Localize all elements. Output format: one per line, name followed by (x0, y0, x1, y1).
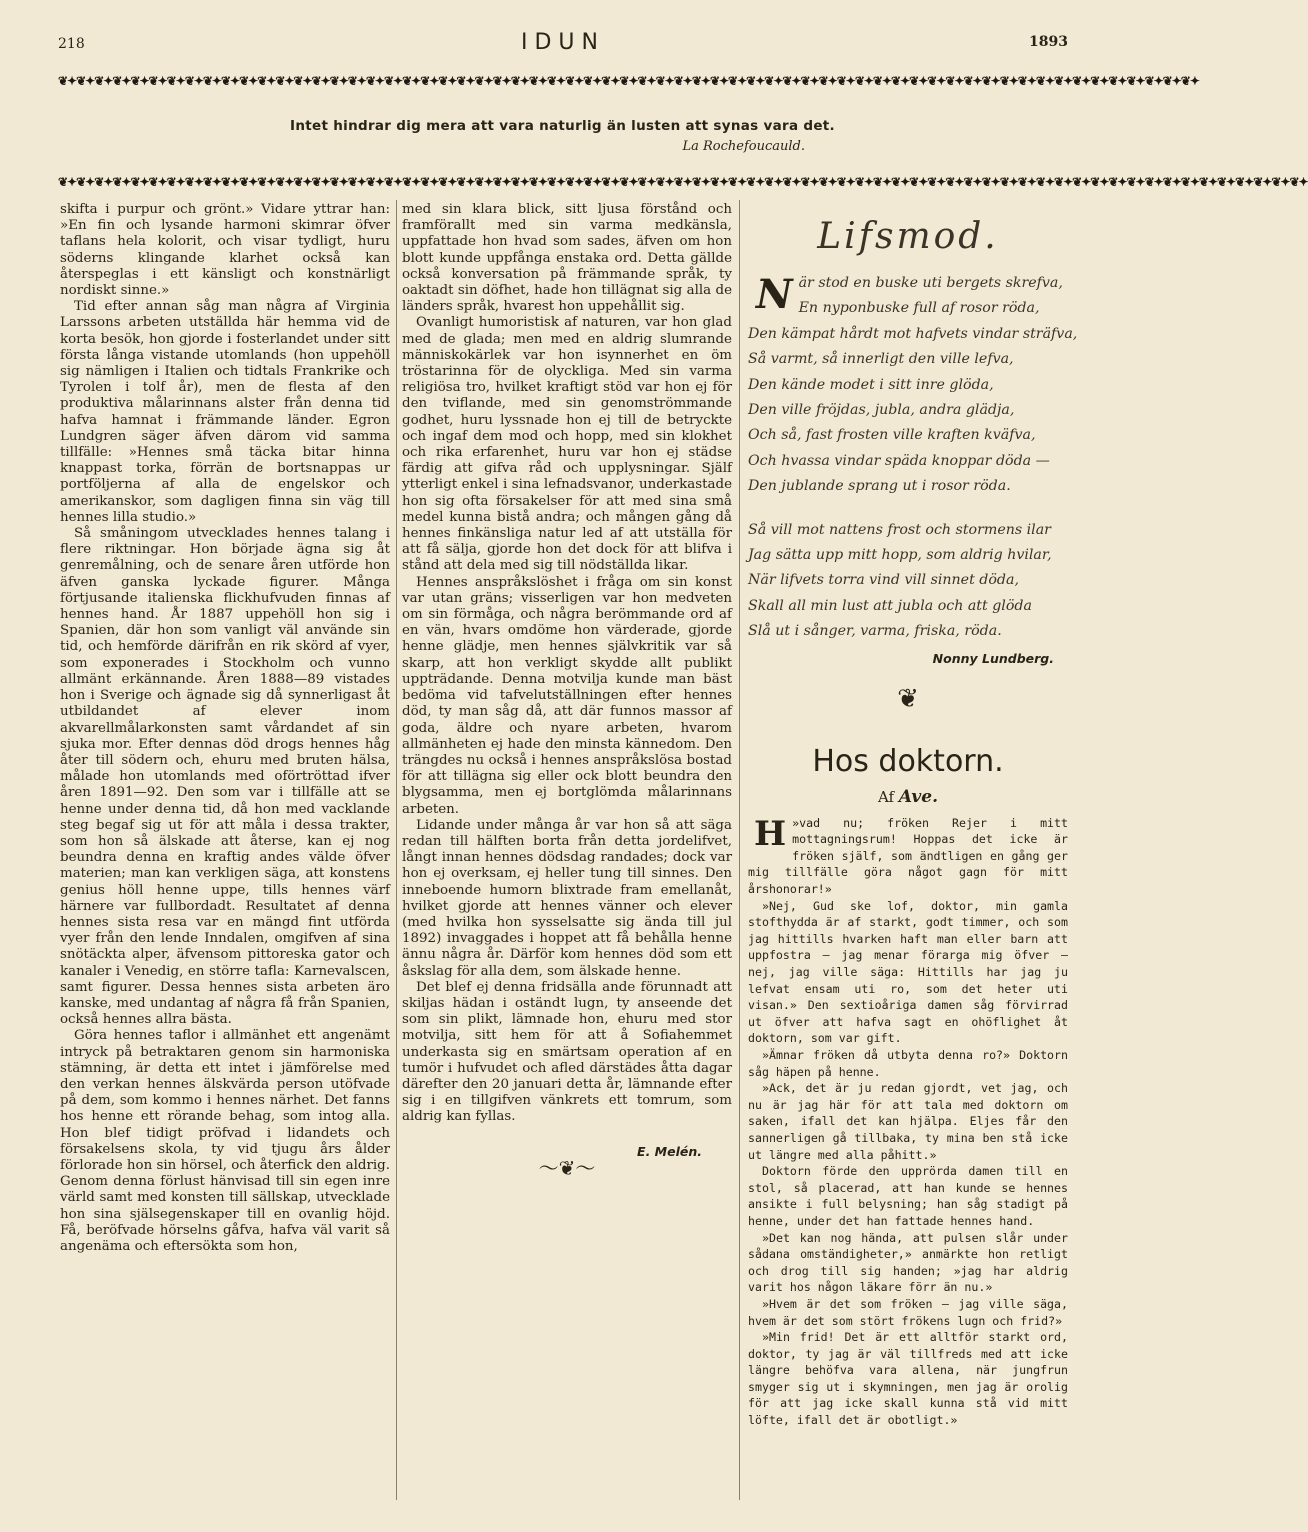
paragraph (748, 815, 1068, 898)
paragraph: Ovanligt humoristisk af naturen, var hon glad med de glada; men med en aldrig slumrande människokärlek var hon isynnerhet en öm tröstarinna för de olyckliga. Med sin varma religiösa tro, hvilket kraftigt stöd var hon ej för den tviflande, med sin genomströmmande godhet, huru lyssnade hon ej till de betryckte och ingaf dem mod och hopp, med sin klokhet och rika erfarenhet, huru var hon ej städse färdig att gifva råd och upplysningar. Själf ytterligt enkel i sina lefnadsvanor, underkastade hon sig ofta försakelser för att med sina små medel kunna bistå andra; och mången gång då hennes finkänsliga natur led af att utställa för att få sälja, gjorde hon det dock för att blifva i stånd att dela med sig till nödställda likar. (402, 315, 732, 574)
epigraph: Intet hindrar dig mera att vara naturlig än lusten att synas vara det. (290, 118, 835, 134)
column-rule-1 (396, 200, 397, 1500)
paragraph: »Hvem är det som fröken — jag ville säga, hvem är det som stört frökens lugn och frid?» (748, 1296, 1068, 1328)
byline-prefix: Af (877, 787, 895, 806)
paragraph: »Ack, det är ju redan gjordt, vet jag, och nu är jag här för att tala med doktorn om saken, ifall det kan hjälpa. Eljes får den sannerligen gå tillbaka, ty mina ben stå icke ut längre med alla påhitt.» (748, 1081, 1068, 1162)
story-text (748, 815, 1068, 1429)
page-header (58, 30, 1068, 60)
poem-line: När lifvets torra vind vill sinnet döda, (748, 572, 1019, 589)
poem-line: Den jublande sprang ut i rosor röda. (748, 478, 1011, 495)
poem-line: Den kämpat hårdt mot hafvets vindar sträfva, (748, 325, 1078, 342)
byline-name: Ave. (898, 786, 939, 807)
paragraph: skifta i purpur och grönt.» Vidare yttrar han: »En fin och lysande harmoni skimrar öfver taflans hela kolorit, och visar tydligt, huru söderns klingande klarhet också kan återspeglas i ett känsligt och konstnärligt nordiskt sinne.» (60, 202, 390, 299)
paragraph: Så småningom utvecklades hennes talang i flere riktningar. Hon började ägna sig åt genremålning, och de senare åren utförde hon äfven ganska lyckade figurer. Många förtjusande italienska flickhufvuden finnas af hennes hand. År 1887 uppehöll hon sig i Spanien, där hon som vanligt väl använde sin tid, och hemförde därifrån en rik skörd af vyer, som exponerades i Stockholm och vunno allmänt erkännande. Åren 1888—89 vistades hon i Sverige och ägnade sig då synnerligast åt utbildandet af elever inom akvarellmålarkonsten samt vårdandet af sin sjuka mor. Efter dennas död drogs hennes håg åter till södern och, ehuru med bruten hälsa, målade hon utomlands med oförtröttad ifver åren 1891—92. Den som var i tillfälle att se henne under denna tid, då hon med vacklande steg begaf sig ut för att måla i dessa trakter, som hon så älskade att återse, kan ej nog beundra denna en kraftig andes välde öfver materien; man kan verkligen säga, att konstens genius höll henne uppe, tills hennes värf härnere var fullbordadt. Resultatet af denna hennes sista resa var en mängd fint utförda vyer från den lende Inndalen, omgifven af sina snötäckta alper, äfvensom pittoreska gator och kanaler i Venedig, en större tafla: Karnevalscen, samt figurer. Dessa hennes sista arbeten äro kanske, med undantag af några få från Spanien, också hennes allra bästa. (60, 526, 390, 1028)
column-rule-2 (739, 200, 740, 1500)
article-column-1 (60, 202, 390, 1492)
paragraph: »Min frid! Det är ett alltför starkt ord, doktor, ty jag är väl tillfreds med att icke längre behöfva vara allena, när jungfrun smyger sig ut i skymningen, men jag är orolig för att jag icke skall kunna stå vid mitt löfte, ifall det är obotligt.» (748, 1330, 1068, 1428)
magazine-title: IDUN (521, 30, 605, 55)
story-byline (748, 787, 1068, 807)
paragraph: »Ämnar fröken då utbyta denna ro?» Doktorn såg häpen på henne. (748, 1048, 1068, 1079)
paragraph: Tid efter annan såg man några af Virginia Larssons arbeten utställda här hemma vid de korta besök, hon gjorde i fosterlandet under sitt första långa vistande utomlands (hon uppehöll sig nämligen i Italien och tidtals Frankrike och Tyrolen i tolf år), men de flesta af den produktiva målarinnans alster från denna tid hafva hamnat i främmande länder. Egron Lundgren säger äfven därom vid samma tillfälle: »Hennes små täcka bitar hinna knappast torka, förrän de bortsnappas ur portföljerna af alla de engelskor och amerikanskor, som dagligen finna sin väg till hennes lilla studio.» (60, 299, 390, 525)
paragraph-text: »vad nu; fröken Rejer i mitt mottagningsrum! Hoppas det icke är fröken själf, som ändtligen en gång ger mig tillfälle göra något gagn för mitt årshonorar!» (748, 815, 1068, 897)
paragraph: Doktorn förde den upprörda damen till en stol, så placerad, att han kunde se hennes ansikte i full belysning; han såg stadigt på henne, under det han fattade hennes hand. (748, 1164, 1068, 1228)
flourish-ornament: ❦ (897, 683, 919, 714)
poem-line: Och hvassa vindar späda knoppar döda — (748, 452, 1050, 469)
story-drop-cap: H (754, 813, 787, 854)
paragraph: med sin klara blick, sitt ljusa förstånd och framförallt med sin varma medkänsla, uppfattade hon hvad som sades, äfven om hon blott kunde uppfånga enstaka ord. Detta gällde också konversation på främmande språk, ty oaktadt sin döfhet, hade hon tillägnat sig alla de länders språk, hvarest hon uppehållit sig. (402, 202, 732, 315)
poem-line: Så varmt, så innerligt den ville lefva, (748, 351, 1014, 368)
ornament-border-middle: ❦✦❦✦❦✦❦✦❦✦❦✦❦✦❦✦❦✦❦✦❦✦❦✦❦✦❦✦❦✦❦✦❦✦❦✦❦✦❦✦❦✦❦✦❦✦❦✦❦✦❦✦❦✦❦✦❦✦❦✦❦✦❦✦❦✦❦✦❦✦❦✦❦✦❦✦❦✦❦✦❦✦❦✦❦✦❦✦❦✦❦✦❦✦❦✦❦✦❦✦❦✦❦✦❦✦❦✦❦✦❦✦❦✦❦✦❦✦❦✦❦✦❦✦❦✦❦✦❦✦❦✦❦✦❦✦❦✦ (58, 175, 1308, 189)
poem-line: Den ville fröjdas, jubla, andra glädja, (748, 402, 1015, 419)
poem-stanza-1 (748, 271, 1078, 500)
poem-line: är stod en buske uti bergets skrefva, (798, 275, 1063, 291)
article-column-2 (402, 202, 732, 1492)
paragraph: »Det kan nog hända, att pulsen slår under sådana omständigheter,» anmärkte hon retligt och drog till sig handen; »jag har aldrig varit hos någon läkare förr än nu.» (748, 1230, 1068, 1295)
poem-author: Nonny Lundberg. (932, 650, 1054, 666)
poem-line: Slå ut i sånger, varma, friska, röda. (748, 623, 1002, 640)
poem-line: Och så, fast frosten ville kraften kväfva, (748, 427, 1036, 444)
poem-line: Den kände modet i sitt inre glöda, (748, 376, 994, 393)
page-number: 218 (58, 36, 85, 52)
paragraph: Lidande under många år var hon så att säga redan till hälften borta från detta jordelifvet, långt innan hennes dödsdag randades; dock var hon ej overksam, ej heller tung till sinnes. Den inneboende humorn blixtrade fram emellanåt, hvilket gjorde att hennes vänner och elever (med hvilka hon sysselsatte sig ända till jul 1892) invaggades i hoppet att få behålla henne ännu några år. Därför kom hennes död som ett åskslag för alla dem, som älskade henne. (402, 817, 732, 979)
poem-line: En nyponbuske full af rosor röda, (798, 300, 1040, 317)
paragraph: Det blef ej denna fridsälla ande förunnadt att skiljas hädan i oständt lugn, ty anseende det som sin plikt, lämnade hon, ehuru med stor motvilja, sitt hem för att å Sofiahemmet underkasta sig en smärtsam operation af en tumör i hufvudet och afled därstädes åtta dagar därefter den 20 januari detta år, lämnande efter sig i en tillgifven vänkrets ett tomrum, som aldrig kan fyllas. (402, 979, 732, 1125)
paragraph: »Nej, Gud ske lof, doktor, min gamla stofthydda är af starkt, godt timmer, och som jag hittills hvarken haft man eller barn att uppfostra — jag menar förarga mig öfver — nej, jag ville säga: Hittills har jag ju lefvat ensam uti ro, som det heter uti visan.» Den sextioåriga damen såg förvirrad ut öfver att hafva sagt en ohöflighet åt doktorn, som var gift. (748, 898, 1068, 1046)
poem-drop-cap: N (756, 271, 793, 318)
poem-title: Lifsmod. (817, 216, 999, 257)
article-signature: E. Melén. (637, 1143, 702, 1159)
poem-stanza-2 (748, 518, 1068, 645)
poem-line: Jag sätta upp mitt hopp, som aldrig hvilar, (748, 547, 1052, 564)
story-title: Hos doktorn. (812, 743, 1004, 779)
poem-line: Så vill mot nattens frost och stormens ilar (748, 521, 1051, 538)
flourish-ornament: 〜❦〜 (538, 1155, 596, 1180)
poem-line: Skall all min lust att jubla och att glöda (748, 597, 1032, 614)
epigraph-author: La Rochefoucauld. (682, 139, 805, 154)
right-column (748, 202, 1078, 1429)
paragraph: Göra hennes taflor i allmänhet ett angenämt intryck på betraktaren genom sin harmoniska stämning, är detta ett intet i jämförelse med den verkan hennes älskvärda person utöfvade på dem, som kommo i hennes närhet. Det fanns hos henne ett rörande behag, som intog alla. Hon blef tidigt pröfvad i lidandets och försakelsens skola, ty vid tjugu års ålder förlorade hon sin hörsel, och återfick den aldrig. Genom denna förlust hänvisad till sin egen inre värld samt med konsten till sällskap, utvecklade hon sina själsegenskaper till en ovanlig höjd. Få, beröfvade hörselns gåfva, hafva väl varit så angenäma och eftersökta som hon, (60, 1028, 390, 1254)
year: 1893 (1029, 34, 1068, 50)
paragraph: Hennes anspråkslöshet i fråga om sin konst var utan gräns; visserligen var hon medveten om sin förmåga, och några berömmande ord af en vän, hvars omdöme hon värderade, gjorde henne glädje, men hennes självkritik var så skarp, att hon verkligt skydde allt publikt uppträdande. Denna motvilja kunde man bäst bedöma vid tafvelutställningen efter hennes död, ty man såg då, att där funnos massor af goda, äldre och nyare arbeten, hvarom allmänheten ej hade den minsta kännedom. Den trängdes nu också i hennes anspråkslösa bostad för att tillägna sig eller ock blott beundra den blygsamma, men ej bortglömda målarinnans arbeten. (402, 574, 732, 817)
ornament-border-top: ❦✦❦✦❦✦❦✦❦✦❦✦❦✦❦✦❦✦❦✦❦✦❦✦❦✦❦✦❦✦❦✦❦✦❦✦❦✦❦✦❦✦❦✦❦✦❦✦❦✦❦✦❦✦❦✦❦✦❦✦❦✦❦✦❦✦❦✦❦✦❦✦❦✦❦✦❦✦❦✦❦✦❦✦❦✦❦✦❦✦❦✦❦✦❦✦❦✦❦✦❦✦❦✦❦✦❦✦❦✦❦✦❦✦❦✦❦✦❦✦❦✦❦✦❦✦ (58, 74, 1199, 88)
